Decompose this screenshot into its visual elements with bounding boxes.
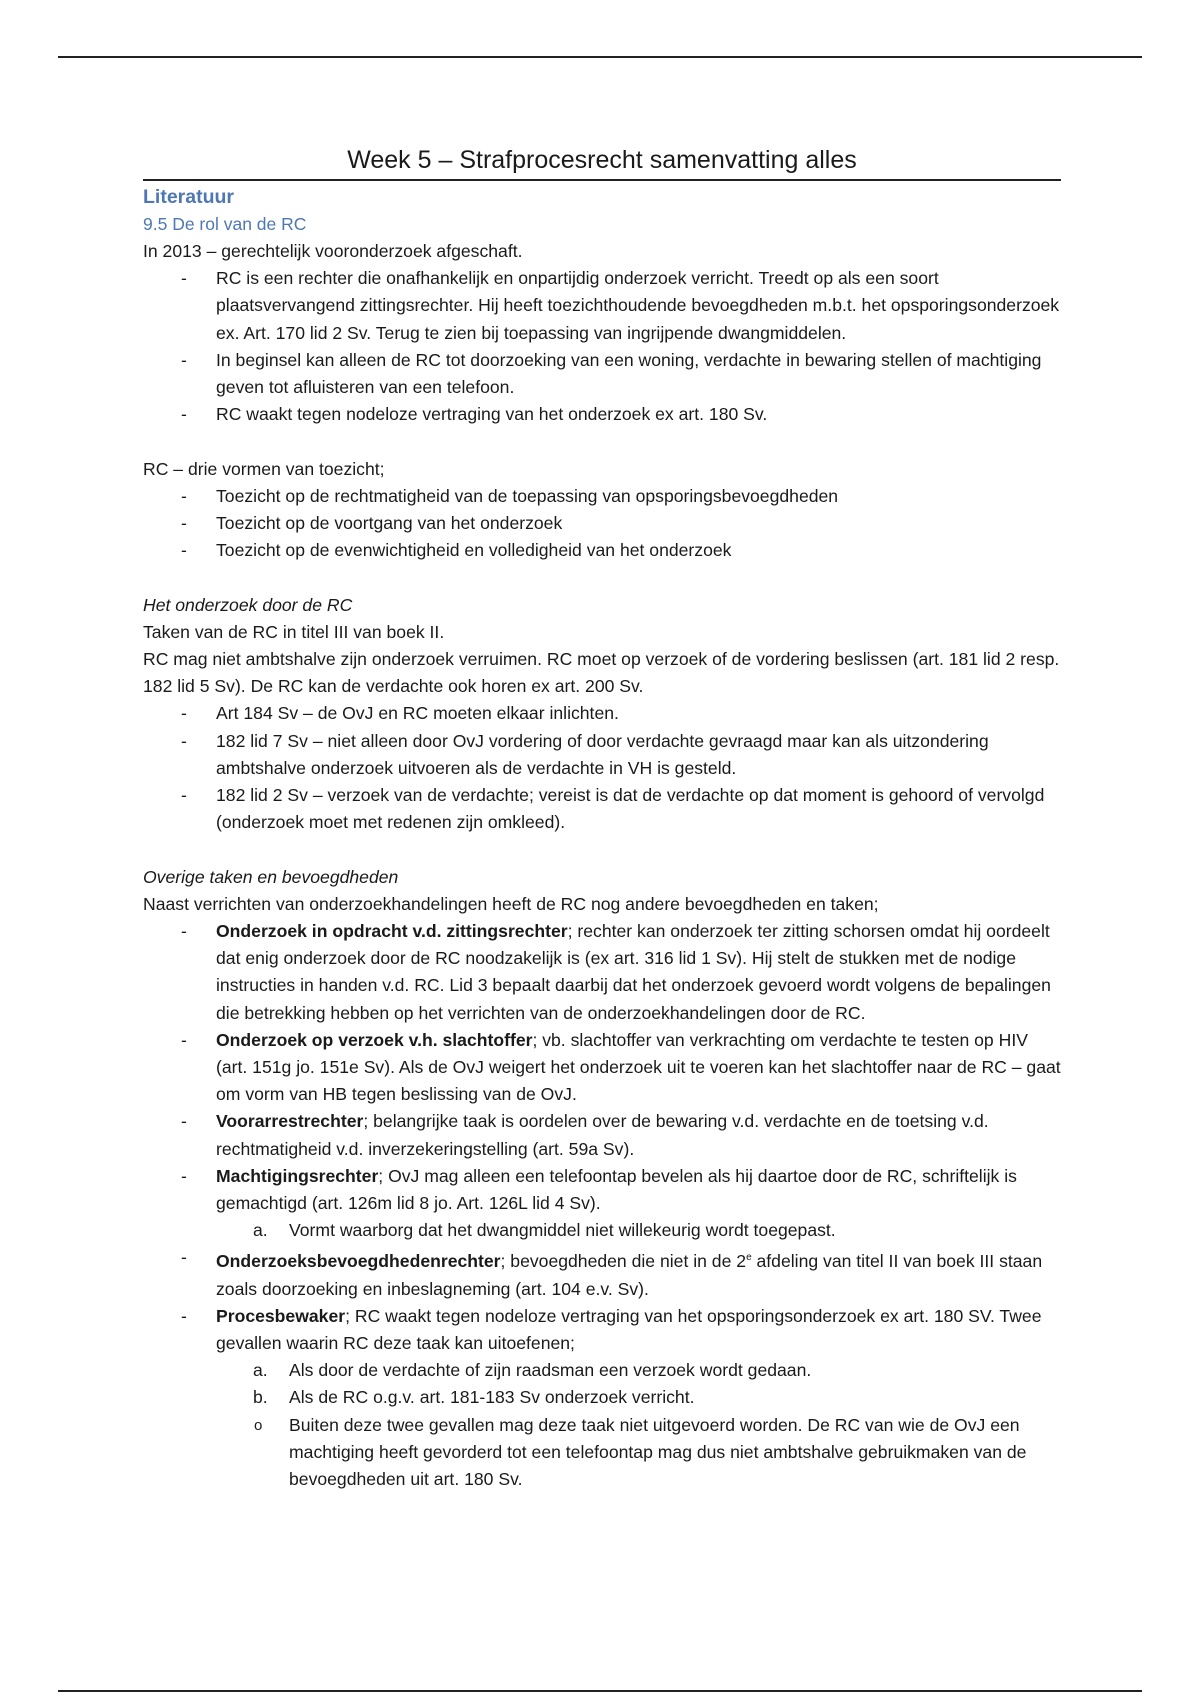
list-item	[143, 918, 1061, 1027]
onderzoek-list	[143, 700, 1061, 836]
heading-section: 9.5 De rol van de RC	[143, 214, 307, 234]
term-text: ; belangrijke taak is oordelen over de bewaring v.d. verdachte en de toetsing v.d. rechtmatigheid v.d. inverzekeringstelling (art. 59a Sv).	[216, 1111, 989, 1159]
term-label: Onderzoeksbevoegdhedenrechter	[216, 1251, 501, 1272]
sub-marker: o	[254, 1416, 263, 1434]
footer-rule	[58, 1690, 1142, 1692]
onderzoek-heading: Het onderzoek door de RC	[143, 594, 353, 615]
sub-list-item	[143, 1357, 1061, 1384]
spacer	[143, 564, 1061, 591]
list-item: - In beginsel kan alleen de RC tot doorzoeking van een woning, verdachte in bewaring stellen of machtiging geven tot afluisteren van een telefoon.	[143, 347, 1061, 401]
spacer	[143, 836, 1061, 863]
sub-marker: b.	[253, 1387, 268, 1408]
list-item	[143, 1027, 1061, 1109]
sub-list-item	[143, 1384, 1061, 1411]
term-text: afdeling van titel II van boek III staan zoals doorzoeking en inbeslagneming (art. 104 e.v. Sv).	[216, 1251, 1043, 1299]
list-item: - RC waakt tegen nodeloze vertraging van het onderzoek ex art. 180 Sv.	[143, 401, 1061, 428]
list-item: - Toezicht op de evenwichtigheid en volledigheid van het onderzoek	[143, 537, 1061, 564]
intro-list	[143, 265, 1061, 428]
overige-list	[143, 918, 1061, 1493]
sub-list-item	[143, 1412, 1061, 1494]
list-item	[143, 1303, 1061, 1493]
list-item: - 182 lid 2 Sv – verzoek van de verdachte; vereist is dat de verdachte op dat moment is gehoord of vervolgd (onderzoek moet met redenen zijn omkleed).	[143, 782, 1061, 836]
sub-text: Als door de verdachte of zijn raadsman een verzoek wordt gedaan.	[289, 1360, 812, 1381]
page-title: Week 5 – Strafprocesrecht samenvatting alles	[143, 143, 1061, 181]
term-label: Machtigingsrechter	[216, 1165, 379, 1186]
spacer	[143, 428, 1061, 455]
header-rule	[58, 56, 1142, 58]
list-item: - Toezicht op de rechtmatigheid van de toepassing van opsporingsbevoegdheden	[143, 483, 1061, 510]
intro-text: In 2013 – gerechtelijk vooronderzoek afgeschaft.	[143, 241, 523, 261]
term-label: Procesbewaker	[216, 1305, 346, 1326]
onderzoek-paragraph-1: Taken van de RC in titel III van boek II.	[143, 621, 445, 642]
sub-text: Als de RC o.g.v. art. 181-183 Sv onderzoek verricht.	[289, 1387, 695, 1408]
sub-text: Buiten deze twee gevallen mag deze taak niet uitgevoerd worden. De RC van wie de OvJ een machtiging heeft gevorderd tot een telefoontap mag dus niet ambtshalve gebruikmaken van de bevoegdheden uit art. 180 Sv.	[289, 1414, 1027, 1489]
sub-marker: a.	[253, 1220, 268, 1241]
heading-literatuur: Literatuur	[143, 186, 235, 208]
onderzoek-paragraph-2: RC mag niet ambtshalve zijn onderzoek verruimen. RC moet op verzoek of de vordering beslissen (art. 181 lid 2 resp. 182 lid 5 Sv). De RC kan de verdachte ook horen ex art. 200 Sv.	[143, 649, 1060, 697]
sub-list-item	[143, 1217, 1061, 1244]
term-text: ; rechter kan onderzoek ter zitting schorsen omdat hij oordeelt dat enig onderzoek door de RC noodzakelijk is (ex art. 316 lid 1 Sv). Hij stelt de stukken met de nodige instructies in handen v.d. RC. Lid 3 bepaalt daarbij dat het onderzoek gevoerd wordt volgens de bepalingen die betrekking hebben op het verrichten van de onderzoekhandelingen door de RC.	[216, 921, 1051, 1023]
toezicht-intro: RC – drie vormen van toezicht;	[143, 458, 385, 479]
term-label: Voorarrestrechter	[216, 1111, 364, 1132]
term-text: ; OvJ mag alleen een telefoontap bevelen als hij daartoe door de RC, schriftelijk is gemachtigd (art. 126m lid 8 jo. Art. 126L lid 4 Sv).	[216, 1165, 1017, 1214]
sub-list	[143, 1217, 1061, 1244]
list-item: - Art 184 Sv – de OvJ en RC moeten elkaar inlichten.	[143, 700, 1061, 727]
sub-marker: a.	[253, 1360, 268, 1381]
list-item: - Toezicht op de voortgang van het onderzoek	[143, 510, 1061, 537]
overige-heading: Overige taken en bevoegdheden	[143, 866, 399, 887]
sub-list	[143, 1357, 1061, 1493]
document-body	[143, 143, 1061, 1493]
sub-text: Vormt waarborg dat het dwangmiddel niet willekeurig wordt toegepast.	[289, 1220, 836, 1241]
list-item: - RC is een rechter die onafhankelijk en onpartijdig onderzoek verricht. Treedt op als een soort plaatsvervangend zittingsrechter. Hij heeft toezichthoudende bevoegdheden m.b.t. het opsporingsonderzoek ex. Art. 170 lid 2 Sv. Terug te zien bij toepassing van ingrijpende dwangmiddelen.	[143, 265, 1061, 347]
list-item: - 182 lid 7 Sv – niet alleen door OvJ vordering of door verdachte gevraagd maar kan als uitzondering ambtshalve onderzoek uitvoeren als de verdachte in VH is gesteld.	[143, 728, 1061, 782]
term-label: Onderzoek op verzoek v.h. slachtoffer	[216, 1029, 533, 1050]
term-label: Onderzoek in opdracht v.d. zittingsrechter	[216, 921, 568, 942]
term-text: ; vb. slachtoffer van verkrachting om verdachte te testen op HIV (art. 151g jo. 151e Sv). Als de OvJ weigert het onderzoek uit te voeren kan het slachtoffer naar de RC – gaat om vorm van HB tegen beslissing van de OvJ.	[216, 1029, 1061, 1105]
term-superscript: e	[746, 1252, 752, 1264]
toezicht-list	[143, 483, 1061, 565]
list-item	[143, 1244, 1061, 1302]
overige-intro: Naast verrichten van onderzoekhandelingen heeft de RC nog andere bevoegdheden en taken;	[143, 893, 879, 914]
term-text: ; RC waakt tegen nodeloze vertraging van het opsporingsonderzoek ex art. 180 SV. Twee gevallen waarin RC deze taak kan uitoefenen;	[216, 1305, 1042, 1353]
list-item	[143, 1163, 1061, 1245]
list-item	[143, 1108, 1061, 1162]
term-text: ; bevoegdheden die niet in de 2	[500, 1251, 747, 1272]
